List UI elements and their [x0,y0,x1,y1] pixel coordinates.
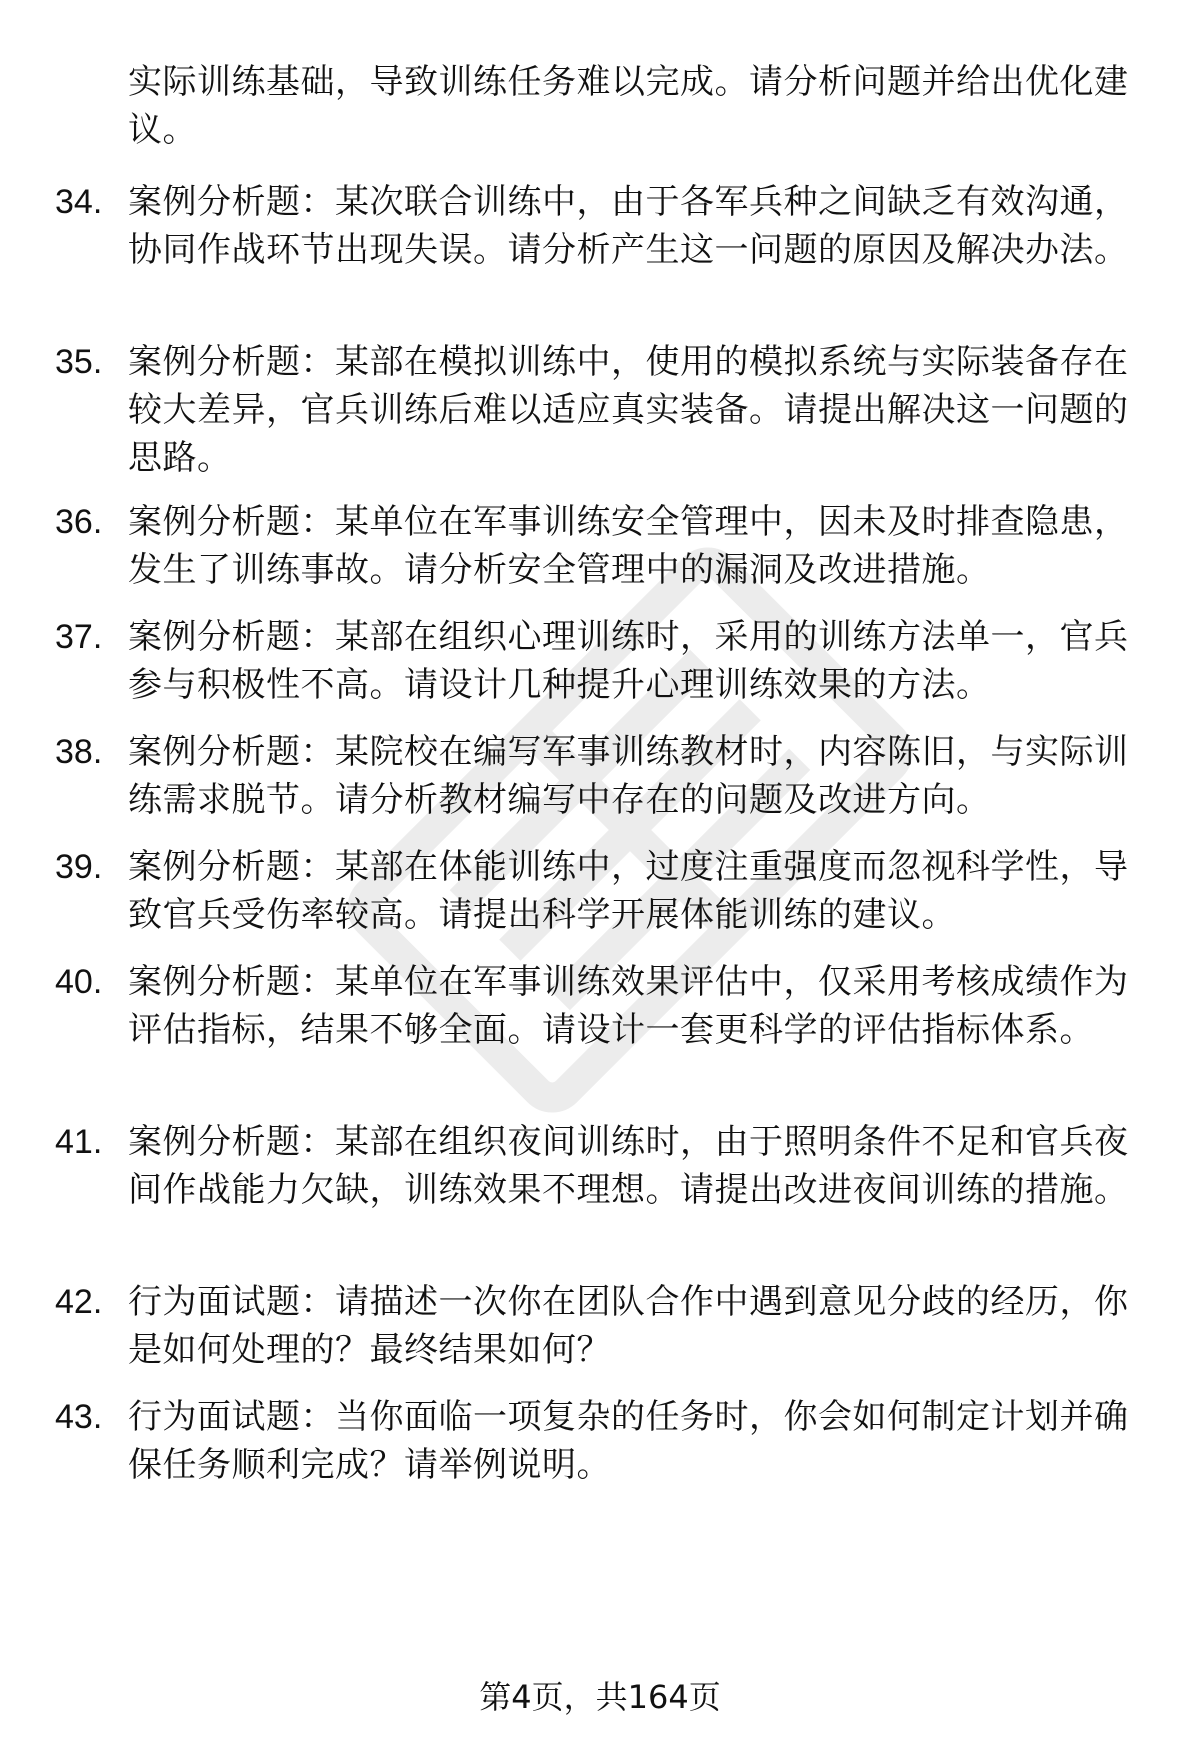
question-text: 案例分析题：某单位在军事训练效果评估中，仅采用考核成绩作为评估指标，结果不够全面。请设计一套更科学的评估指标体系。 [128,962,1129,1050]
question-number: 39. [55,848,103,886]
question-text: 案例分析题：某院校在编写军事训练教材时，内容陈旧，与实际训练需求脱节。请分析教材编写中存在的问题及改进方向。 [128,732,1129,820]
question-text: 案例分析题：某单位在军事训练安全管理中，因未及时排查隐患，发生了训练事故。请分析安全管理中的漏洞及改进措施。 [128,502,1129,590]
question-number: 43. [55,1398,103,1436]
question-number: 41. [55,1123,103,1161]
question-text: 案例分析题：某部在模拟训练中，使用的模拟系统与实际装备存在较大差异，官兵训练后难以适应真实装备。请提出解决这一问题的思路。 [128,342,1129,478]
question-number: 35. [55,343,103,381]
question-number: 37. [55,618,103,656]
question-text: 案例分析题：某次联合训练中，由于各军兵种之间缺乏有效沟通，协同作战环节出现失误。请分析产生这一问题的原因及解决办法。 [128,182,1129,270]
intro-paragraph: 实际训练基础，导致训练任务难以完成。请分析问题并给出优化建议。 [128,62,1129,150]
question-number: 38. [55,733,103,771]
question-text: 案例分析题：某部在体能训练中，过度注重强度而忽视科学性，导致官兵受伤率较高。请提出科学开展体能训练的建议。 [128,847,1129,935]
question-number: 36. [55,503,103,541]
question-number: 34. [55,183,103,221]
question-text: 案例分析题：某部在组织心理训练时，采用的训练方法单一，官兵参与积极性不高。请设计几种提升心理训练效果的方法。 [128,617,1129,705]
question-text: 行为面试题：当你面临一项复杂的任务时，你会如何制定计划并确保任务顺利完成？请举例说明。 [128,1397,1129,1485]
page-footer: 第4页，共164页 [479,1678,721,1716]
question-text: 案例分析题：某部在组织夜间训练时，由于照明条件不足和官兵夜间作战能力欠缺，训练效果不理想。请提出改进夜间训练的措施。 [128,1122,1129,1210]
question-number: 42. [55,1283,103,1321]
question-text: 行为面试题：请描述一次你在团队合作中遇到意见分歧的经历，你是如何处理的？最终结果如何？ [128,1282,1129,1370]
question-number: 40. [55,963,103,1001]
